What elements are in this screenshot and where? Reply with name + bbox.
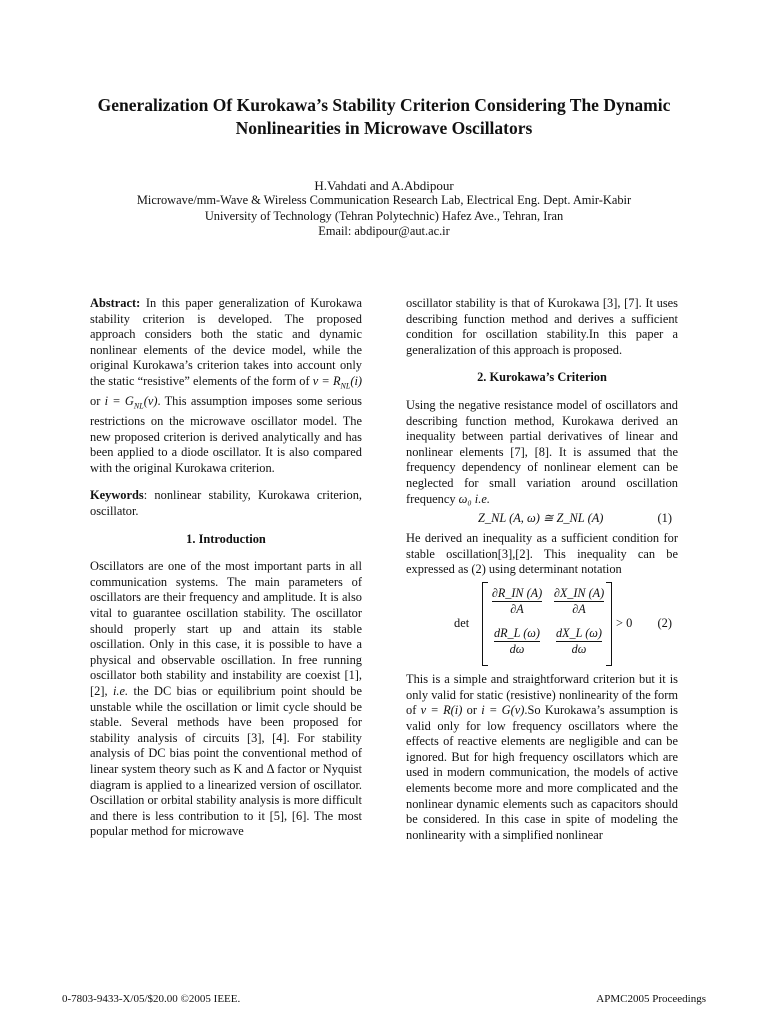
footer-copyright: 0-7803-9433-X/05/$20.00 ©2005 IEEE. xyxy=(62,993,241,1005)
keywords-label: Keywords xyxy=(90,488,144,503)
equation-2 xyxy=(406,582,678,668)
paper-title: Generalization Of Kurokawa’s Stability Criterion Considering The Dynamic Nonlinearities in Microwave Oscillators xyxy=(97,95,671,138)
abstract-label: Abstract: xyxy=(90,296,141,310)
limitation-paragraph: This is a simple and straightforward criterion but it is only valid for static (resistive) nonlinearity of the form of v = R(i) or i = G(v).So Kurokawa’s assumption is valid only for low frequency oscillators where the effects of reactive elements are negligible and can be ignored. But for high frequency oscillators which are used in modern communication, the models of active elements become more and more complicated and the nonlinear dynamic elements such as capacitors should be considered. In this case in spite of modeling the nonlinearity with a simplified nonlinear xyxy=(406,671,679,842)
abstract-text-2: . This assumption imposes some serious restrictions on the microwave oscillator model. The new proposed criterion is derived analytically and has been applied to a diode oscillator. It is also compared with the original Kurokawa criterion. xyxy=(90,394,363,475)
section-2-heading: 2. Kurokawa’s Criterion xyxy=(477,370,607,385)
matrix-cell-22: dX_L (ω) dω xyxy=(556,625,602,656)
footer-proceedings: APMC2005 Proceedings xyxy=(596,993,706,1005)
intro-paragraph: Oscillators are one of the most important parts in all communication systems. The main parameters of oscillators are their frequency and amplitude. It is also vital to guarantee oscillation stability. The oscillator should properly start up and attain its stable oscillation. Only in this case, it is possible to have a physical and observable oscillation. In free running oscillator both stability and instability are coexist [1], [2], i.e. the DC bias or equilibrium point should be unstable while the oscillation or limit cycle should be stable. Several methods have been proposed for stability analysis of circuits [3], [4]. For stability analysis of DC bias point the conventional method of linear system theory such as K and Δ factor or Nyquist diagram is applied to a linearized version of oscillator. Oscillation or orbital stability analysis is more difficult and there is less contribution to it [5], [6]. The most popular method for microwave xyxy=(90,559,362,839)
authors: H.Vahdati and A.Abdipour xyxy=(314,178,454,193)
equation-1 xyxy=(406,509,678,529)
kurokawa-paragraph: Using the negative resistance model of oscillators and describing function method, Kurokawa derived an inequality between partial derivatives of linear and nonlinear elements [7], [8]. It is assumed that the frequency dependency of nonlinear element can be neglected for small variation around oscillation frequency ω₀ i.e. xyxy=(406,397,678,506)
det-inequality: > 0 xyxy=(616,615,633,630)
equation-2-number: (2) xyxy=(657,615,672,630)
right-column xyxy=(406,296,678,843)
equation-1-body: Z_NL (A, ω) ≅ Z_NL (A) xyxy=(478,511,604,526)
abstract-text-1: In this paper generalization of Kurokawa stability criterion is developed. The proposed approach considers both the static and dynamic nonlinear elements of the device model, while the original Kurokawa’s criterion takes into account only the static “resistive” elements of the form of xyxy=(90,296,362,388)
det-label: det xyxy=(454,615,470,630)
matrix-cell-21: dR_L (ω) dω xyxy=(494,625,540,656)
equation-1-number: (1) xyxy=(657,511,672,526)
affiliation xyxy=(60,193,708,240)
keywords-text: : nonlinear stability, Kurokawa criterion, oscillator. xyxy=(90,488,362,519)
determinant-matrix xyxy=(482,582,612,666)
email: Email: abdipour@aut.ac.ir xyxy=(318,224,450,238)
abstract: Abstract: In this paper generalization of Kurokawa stability criterion is developed. The proposed approach considers both the static and dynamic nonlinear elements of the device model, while the original Kurokawa’s criterion takes into account only the static “resistive” elements of the form of $v = R_{NL}(i)$ or $i = G_{NL}(v)$. This assumption imposes some serious restrictions on the microwave oscillator model. The new proposed criterion is derived analytically and has been applied to a diode oscillator. It is also compared with the original Kurokawa criterion. xyxy=(90,296,363,475)
abstract-math-2: $i = G_{NL}(v)$ xyxy=(104,394,158,411)
intro-continuation: oscillator stability is that of Kurokawa [3], [7]. It uses describing function method and derives a sufficient condition for oscillation stability.In this paper a generalization of this approach is proposed. xyxy=(406,296,678,357)
section-1-heading: 1. Introduction xyxy=(186,531,266,546)
matrix-cell-11: ∂R_IN (A) ∂A xyxy=(491,585,543,616)
left-column xyxy=(90,296,362,840)
affiliation-line-1: Microwave/mm-Wave & Wireless Communication Research Lab, Electrical Eng. Dept. Amir-Kabir xyxy=(136,193,632,207)
affiliation-line-2: University of Technology (Tehran Polytechnic) Hafez Ave., Tehran, Iran xyxy=(204,208,564,223)
matrix-cell-12: ∂X_IN (A) ∂A xyxy=(553,585,605,616)
keywords xyxy=(90,488,362,519)
inequality-paragraph: He derived an inequality as a sufficient condition for stable oscillation[3],[2]. This inequality can be expressed as (2) using determinant notation xyxy=(406,531,678,577)
abstract-math-1: $v = R_{NL}(i)$ xyxy=(312,373,363,391)
